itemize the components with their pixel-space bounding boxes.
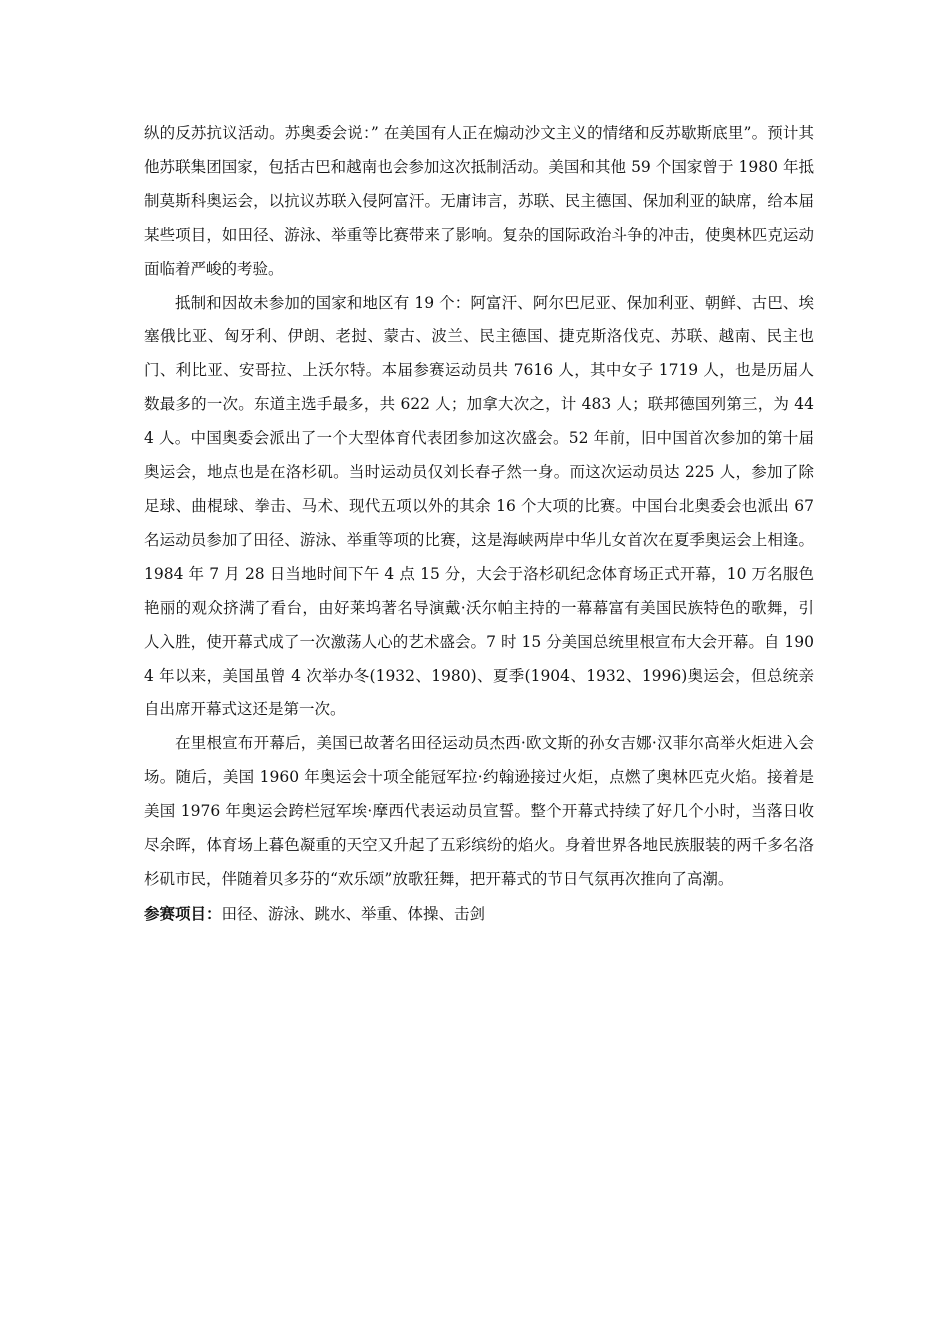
paragraph-boycott-context: 纵的反苏抗议活动。苏奥委会说：” 在美国有人正在煽动沙文主义的情绪和反苏歇斯底里”。预计其他苏联集团国家，包括古巴和越南也会参加这次抵制活动。美国和其他 59 个国家曾于 1980 年抵制莫斯科奥运会，以抗议苏联入侵阿富汗。无庸讳言，苏联、民主德国、保加利亚的缺席，给本届某些项目，如田径、游泳、举重等比赛带来了影响。复杂的国际政治斗争的冲击，使奥林匹克运动面临着严峻的考验。 <box>144 124 814 278</box>
events-label: 参赛项目： <box>144 903 222 923</box>
document-body <box>144 117 814 932</box>
events-value: 田径、游泳、跳水、举重、体操、击剑 <box>221 904 486 923</box>
paragraph-participants: 抵制和因故未参加的国家和地区有 19 个：阿富汗、阿尔巴尼亚、保加利亚、朝鲜、古巴、埃塞俄比亚、匈牙利、伊朗、老挝、蒙古、波兰、民主德国、捷克斯洛伐克、苏联、越南、民主也门、利比亚、安哥拉、上沃尔特。本届参赛运动员共 7616 人，其中女子 1719 人，也是历届人数最多的一次。东道主选手最多，共 622 人；加拿大次之，计 483 人；联邦德国列第三，为 444 人。中国奥委会派出了一个大型体育代表团参加这次盛会。52 年前，旧中国首次参加的第十届奥运会，地点也是在洛杉矶。当时运动员仅刘长春孑然一身。而这次运动员达 225 人，参加了除足球、曲棍球、拳击、马术、现代五项以外的其余 16 个大项的比赛。中国台北奥委会也派出 67 名运动员参加了田径、游泳、举重等项的比赛，这是海峡两岸中华儿女首次在夏季奥运会上相逢。1984 年 7 月 28 日当地时间下午 4 点 15 分，大会于洛杉矶纪念体育场正式开幕，10 万名服色艳丽的观众挤满了看台，由好莱坞著名导演戴·沃尔帕主持的一幕幕富有美国民族特色的歌舞，引人入胜，使开幕式成了一次激荡人心的艺术盛会。7 时 15 分美国总统里根宣布大会开幕。自 1904 年以来，美国虽曾 4 次举办冬(1932、1980)、夏季(1904、1932、1996)奥运会，但总统亲自出席开幕式这还是第一次。 <box>144 293 814 719</box>
events-line <box>144 897 814 932</box>
paragraph-opening-ceremony: 在里根宣布开幕后，美国已故著名田径运动员杰西·欧文斯的孙女吉娜·汉菲尔高举火炬进入会场。随后，美国 1960 年奥运会十项全能冠军拉·约翰逊接过火炬，点燃了奥林匹克火焰。接着是美国 1976 年奥运会跨栏冠军埃·摩西代表运动员宣誓。整个开幕式持续了好几个小时，当落日收尽余晖，体育场上暮色凝重的天空又升起了五彩缤纷的焰火。身着世界各地民族服装的两千多名洛杉矶市民，伴随着贝多芬的“欢乐颂”放歌狂舞，把开幕式的节日气氛再次推向了高潮。 <box>144 734 814 888</box>
